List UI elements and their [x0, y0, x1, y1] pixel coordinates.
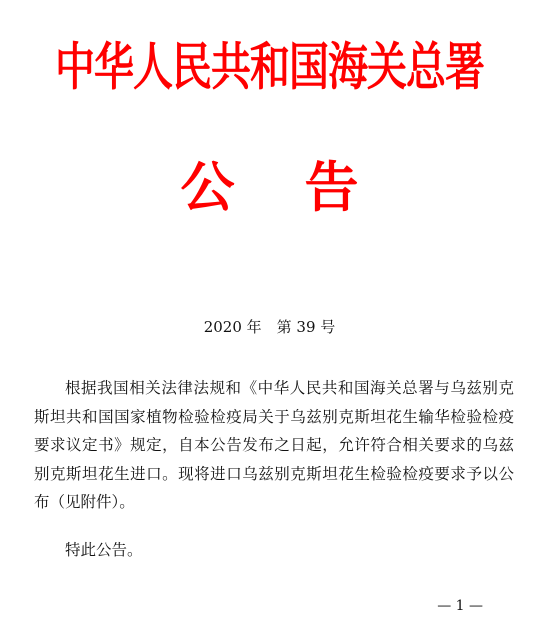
document-title — [0, 152, 539, 222]
page-number: — 1 — — [437, 598, 483, 614]
body-paragraph: 根据我国相关法律法规和《中华人民共和国海关总署与乌兹别克斯坦共和国国家植物检验检疫局关于乌兹别克斯坦花生输华检验检疫要求议定书》规定，自本公告发布之日起，允许符合相关要求的乌兹别克斯坦花生进口。现将进口乌兹别克斯坦花生检验检疫要求予以公布（见附件）。 — [34, 379, 514, 512]
closing-text: 特此公告。 — [65, 541, 143, 559]
title-char-1: 公 — [180, 155, 235, 219]
agency-name: 中华人民共和国海关总署 — [55, 38, 484, 98]
title-char-2: 告 — [304, 155, 359, 219]
document-number: 2020 年 第 39 号 — [203, 318, 336, 336]
